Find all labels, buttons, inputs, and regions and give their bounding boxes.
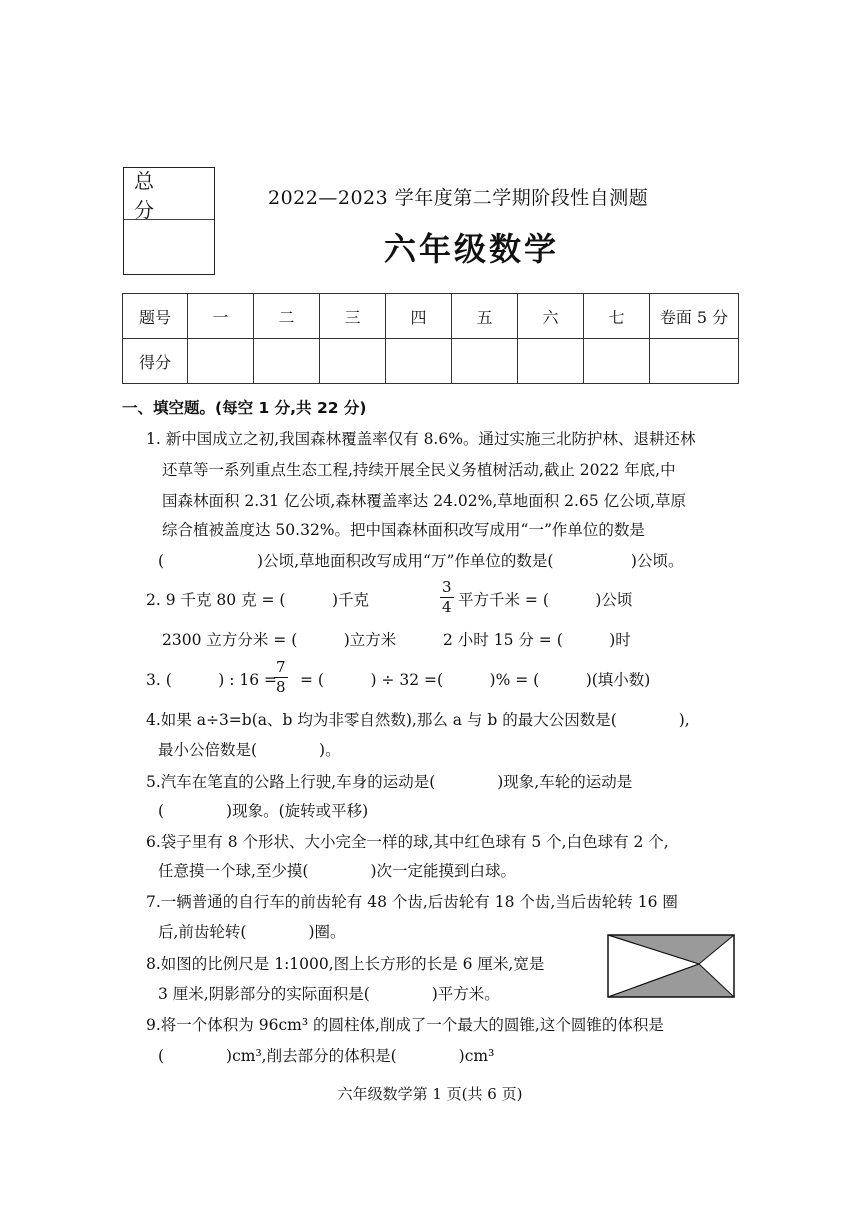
- page-footer: 六年级数学第 1 页(共 6 页): [337, 1085, 523, 1103]
- fraction-numerator: 7: [276, 658, 286, 676]
- q4-line-2: 最小公倍数是( )。: [158, 741, 341, 759]
- table-cell: 题号: [123, 294, 188, 339]
- score-cell[interactable]: [320, 339, 386, 384]
- q4-line-1: 4.如果 a÷3=b(a、b 均为非零自然数),那么 a 与 b 的最大公因数是( ),: [146, 711, 690, 729]
- score-cell[interactable]: [386, 339, 452, 384]
- total-score-box: [123, 167, 215, 275]
- q3-part-b: = ( ) ÷ 32 =( )% = ( )(填小数): [300, 671, 651, 689]
- fraction-denominator: 4: [442, 598, 452, 616]
- q2-fraction: [440, 580, 454, 615]
- score-cell[interactable]: [452, 339, 518, 384]
- score-cell[interactable]: [188, 339, 254, 384]
- q6-line-1: 6.袋子里有 8 个形状、大小完全一样的球,其中红色球有 5 个,白色球有 2 个,: [146, 833, 669, 851]
- q1-line-2: 还草等一系列重点生态工程,持续开展全民义务植树活动,截止 2022 年底,中: [162, 461, 676, 479]
- score-cell[interactable]: [650, 339, 739, 384]
- q8-line-1: 8.如图的比例尺是 1:1000,图上长方形的长是 6 厘米,宽是: [146, 955, 545, 973]
- exam-subtitle: 2022—2023 学年度第二学期阶段性自测题: [268, 187, 649, 209]
- table-cell: 六: [518, 294, 584, 339]
- score-cell[interactable]: [584, 339, 650, 384]
- q7-line-2: 后,前齿轮转( )圈。: [158, 923, 346, 941]
- q1-line-5: ( )公顷,草地面积改写成用“万”作单位的数是( )公顷。: [158, 552, 684, 570]
- fraction-numerator: 3: [442, 578, 452, 596]
- score-cell[interactable]: [518, 339, 584, 384]
- table-cell: 得分: [123, 339, 188, 384]
- fraction-denominator: 8: [276, 678, 286, 696]
- table-cell: 一: [188, 294, 254, 339]
- section-heading: 一、填空题。(每空 1 分,共 22 分): [122, 399, 367, 417]
- table-cell: 三: [320, 294, 386, 339]
- q3-fraction: [274, 660, 288, 695]
- q1-line-1: 1. 新中国成立之初,我国森林覆盖率仅有 8.6%。通过实施三北防护林、退耕还林: [146, 430, 696, 448]
- table-cell: 七: [584, 294, 650, 339]
- q2-part-a: 2. 9 千克 80 克 = ( )千克: [146, 591, 370, 609]
- q5-line-2: ( )现象。(旋转或平移): [158, 802, 369, 820]
- q3-part-a: 3. ( ) : 16 =: [146, 671, 278, 689]
- q2-part-d: 2 小时 15 分 = ( )时: [443, 631, 631, 649]
- q5-line-1: 5.汽车在笔直的公路上行驶,车身的运动是( )现象,车轮的运动是: [146, 773, 633, 791]
- table-cell: 二: [254, 294, 320, 339]
- q8-line-2: 3 厘米,阴影部分的实际面积是( )平方米。: [158, 985, 500, 1003]
- q2-part-c: 2300 立方分米 = ( )立方米: [162, 631, 397, 649]
- score-cell[interactable]: [254, 339, 320, 384]
- score-table-score-row: [123, 339, 739, 384]
- table-cell: 四: [386, 294, 452, 339]
- score-table-header-row: [123, 294, 739, 339]
- table-cell: 五: [452, 294, 518, 339]
- shaded-triangle-top: [608, 935, 734, 964]
- q1-line-3: 国森林面积 2.31 亿公顷,森林覆盖率达 24.02%,草地面积 2.65 亿公顷,草原: [162, 492, 687, 510]
- q9-line-2: ( )cm³,削去部分的体积是( )cm³: [158, 1047, 495, 1065]
- table-cell: 卷面 5 分: [650, 294, 739, 339]
- exam-title: 六年级数学: [384, 230, 560, 268]
- q7-line-1: 7.一辆普通的自行车的前齿轮有 48 个齿,后齿轮有 18 个齿,当后齿轮转 16 圈: [146, 893, 678, 911]
- rectangle-figure: [607, 934, 735, 998]
- q1-line-4: 综合植被盖度达 50.32%。把中国森林面积改写成用“一”作单位的数是: [162, 521, 645, 539]
- score-table: [122, 293, 739, 384]
- q6-line-2: 任意摸一个球,至少摸( )次一定能摸到白球。: [158, 862, 517, 880]
- total-score-label: 总 分: [124, 168, 214, 220]
- shaded-triangle-bottom: [608, 964, 734, 997]
- q2-part-b: 平方千米 = ( )公顷: [458, 591, 633, 609]
- q9-line-1: 9.将一个体积为 96cm³ 的圆柱体,削成了一个最大的圆锥,这个圆锥的体积是: [146, 1016, 664, 1034]
